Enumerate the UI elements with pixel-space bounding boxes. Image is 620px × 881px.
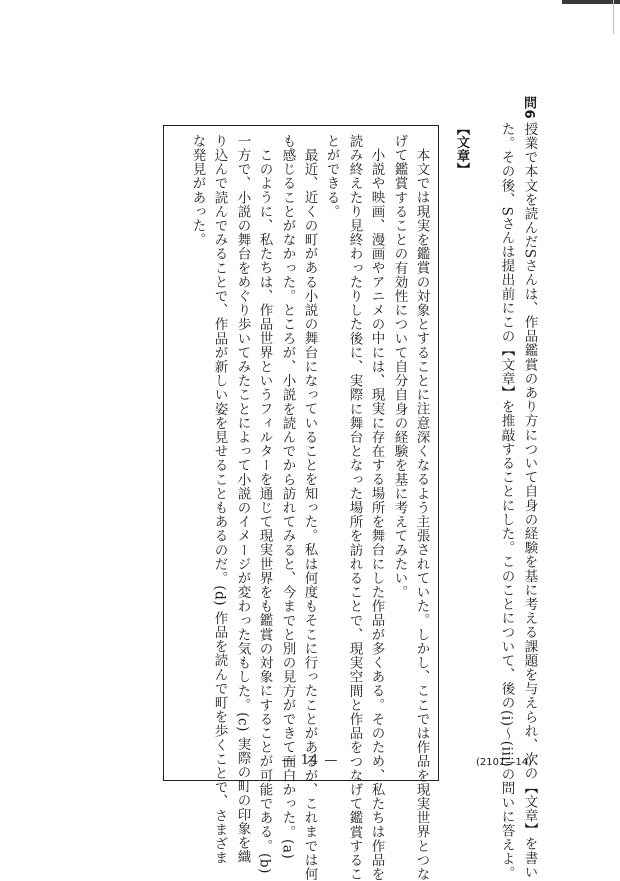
scan-corner-mark xyxy=(562,0,620,4)
page-number: — 14 — xyxy=(281,753,339,768)
text-line-9: 一方で、小説の舞台をめぐり歩いてみたことによって小説のイメージが変わった気もした。(c) 実際の町の印象を織 xyxy=(234,134,251,864)
question-number: 問6 xyxy=(521,96,536,120)
question-prompt-line-1: 授業で本文を読んだSさんは、作品鑑賞のあり方について自身の経験を基に考える課題を与えられ、次の【文章】を書い xyxy=(521,122,538,880)
question-prompt-line-2: た。その後、Sさんは提出前にこの【文章】を推敲することにした。このことについて、後の(i)～(iii)の問いに答えよ。 xyxy=(498,122,515,880)
text-line-10: り込んで読んでみることで、作品が新しい姿を見せることもあるのだ。(d) 作品を読んで町を歩くことで、さまざま xyxy=(211,134,228,865)
text-line-5: とができる。 xyxy=(323,134,340,219)
text-line-4: 読み終えたり見終わったりした後に、実際に舞台となった場所を訪れることで、現実空間と作品をつなげて鑑賞するこ xyxy=(346,134,363,881)
page-code: (2101—14) xyxy=(476,757,532,768)
text-line-6: 最近、近くの町がある小説の舞台になっていることを知った。私は何度もそこに行ったことがあるが、これまでは何 xyxy=(301,148,318,881)
bunsho-label: 【文章】 xyxy=(454,122,469,177)
text-line-7: も感じることがなかった。ところが、小説を読んでから訪れてみると、今までと別の見方ができて面白かった。(a) xyxy=(279,134,296,860)
scan-edge-line xyxy=(613,0,614,34)
text-line-11: な発見があった。 xyxy=(189,134,206,247)
text-line-3: 小説や映画、漫画やアニメの中には、現実に存在する場所を舞台にした作品が多くある。そのため、私たちは作品を xyxy=(368,148,385,881)
text-line-1: 本文では現実を鑑賞の対象とすることに注意深くなるよう主張されていた。しかし、ここでは作品を現実世界とつな xyxy=(413,148,430,881)
text-line-2: げて鑑賞することの有効性について自分自身の経験を基に考えてみたい。 xyxy=(391,134,408,600)
text-line-8: このように、私たちは、作品世界というフィルターを通じて現実世界をも鑑賞の対象にすることが可能である。(b) xyxy=(256,148,273,874)
